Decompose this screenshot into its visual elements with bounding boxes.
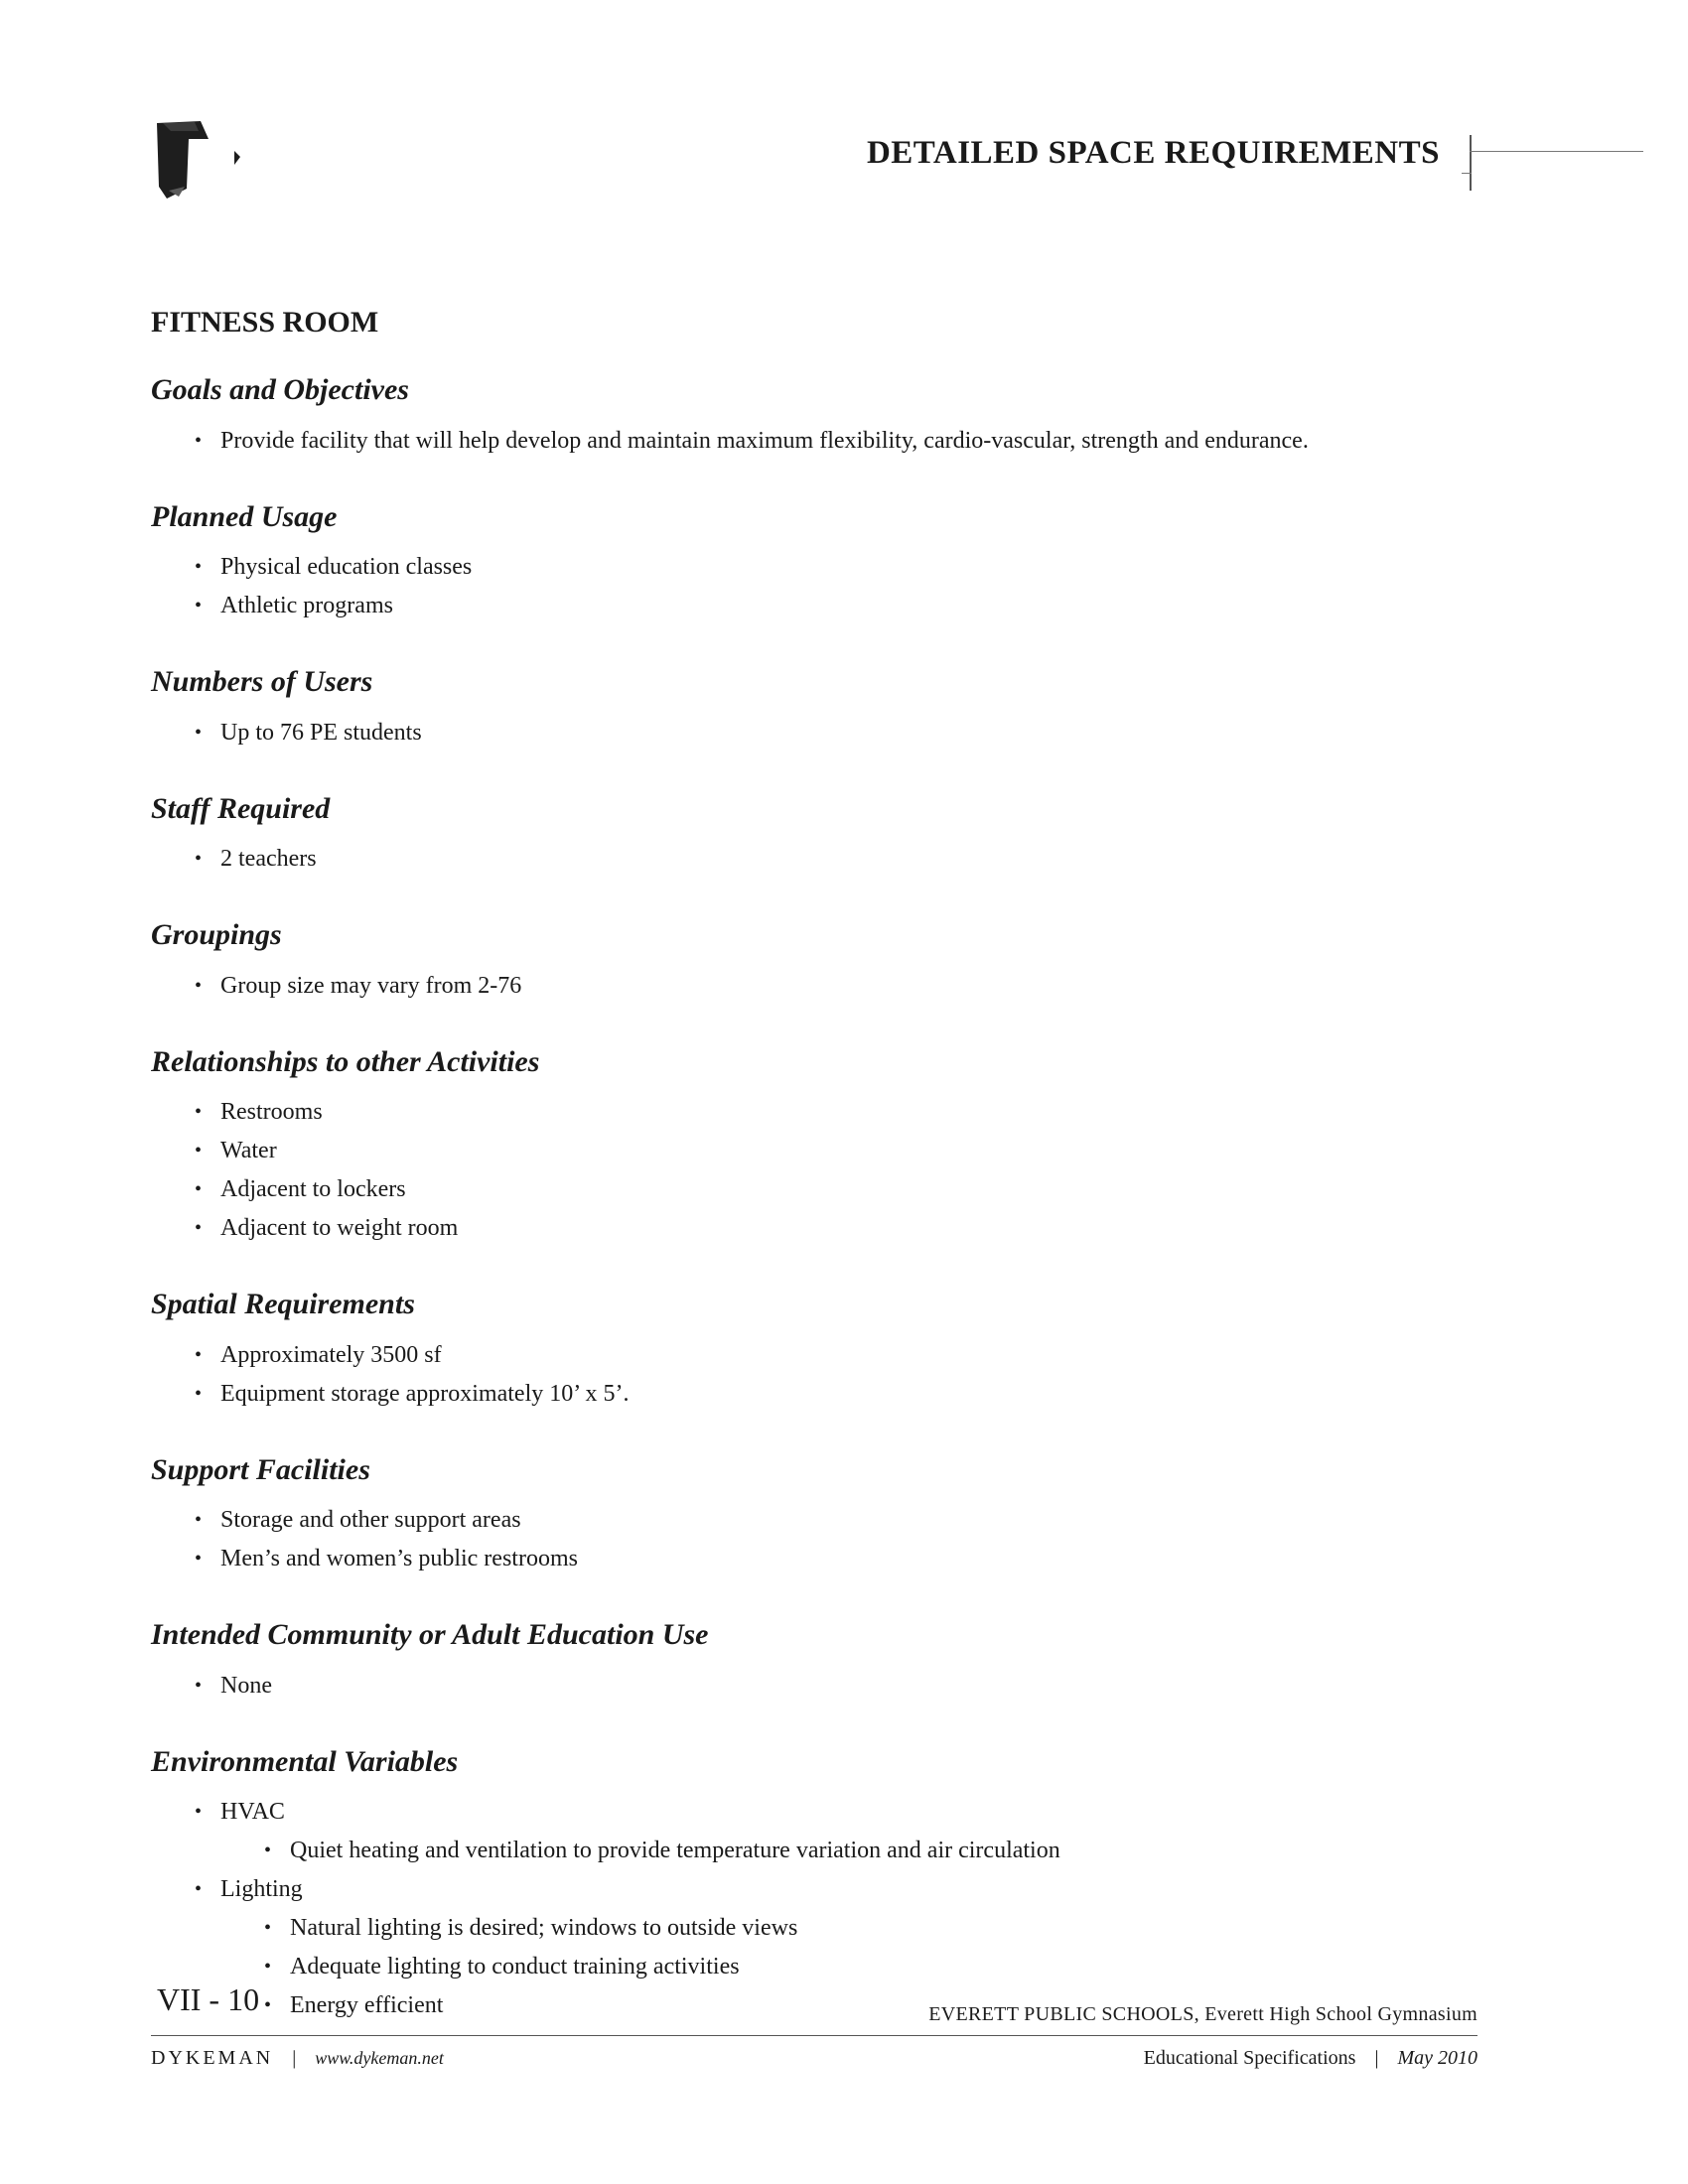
bullet-list <box>151 1501 1481 1578</box>
section-heading: Groupings <box>151 918 282 951</box>
list-item: • Group size may vary from 2-76 <box>195 967 1481 1006</box>
bullet-list <box>151 1793 1481 2025</box>
bullet-list <box>151 840 1481 879</box>
bullet-list <box>151 1667 1481 1706</box>
section-community-use <box>151 1618 1481 1706</box>
section-planned-usage <box>151 500 1481 626</box>
list-item: • 2 teachers <box>195 840 1481 879</box>
section-spatial-requirements <box>151 1288 1481 1414</box>
section-heading: Staff Required <box>151 791 331 825</box>
bullet-list <box>151 422 1481 461</box>
bullet-list <box>151 1093 1481 1248</box>
section-staff-required <box>151 792 1481 880</box>
list-item: • Adjacent to weight room <box>195 1209 1481 1248</box>
footer-brand: DYKEMAN <box>151 2047 274 2069</box>
header-horizontal-rule <box>1470 151 1643 152</box>
header-rule-tick <box>1462 173 1472 174</box>
footer-divider <box>151 2035 1477 2036</box>
footer-school-name: EVERETT PUBLIC SCHOOLS, Everett High School Gymnasium <box>928 2003 1477 2025</box>
list-item: • Water <box>195 1132 1481 1170</box>
section-heading: Environmental Variables <box>151 1744 459 1778</box>
page-header-title: DETAILED SPACE REQUIREMENTS <box>866 135 1440 171</box>
section-heading: Relationships to other Activities <box>151 1044 540 1078</box>
list-item: • Approximately 3500 sf <box>195 1336 1481 1375</box>
list-item-label: HVAC <box>220 1799 285 1825</box>
header-vertical-rule <box>1470 135 1472 191</box>
list-item: • Equipment storage approximately 10’ x 5’. <box>195 1375 1481 1414</box>
list-item: • Natural lighting is desired; windows to outside views <box>264 1909 1481 1948</box>
footer-date: May 2010 <box>1397 2047 1477 2069</box>
section-heading: Support Facilities <box>151 1452 370 1486</box>
footer-separator: | <box>292 2047 297 2069</box>
footer-left <box>151 2047 444 2070</box>
section-groupings <box>151 918 1481 1006</box>
footer-separator: | <box>1374 2047 1379 2069</box>
section-heading: Intended Community or Adult Education Use <box>151 1618 709 1651</box>
footer-spec-label: Educational Specifications <box>1143 2047 1356 2069</box>
section-heading: Planned Usage <box>151 499 338 533</box>
section-goals <box>151 373 1481 461</box>
list-item-hvac <box>195 1793 1481 1870</box>
list-item: • Restrooms <box>195 1093 1481 1132</box>
list-item: • Up to 76 PE students <box>195 714 1481 752</box>
list-item: • Physical education classes <box>195 548 1481 587</box>
section-numbers-of-users <box>151 665 1481 752</box>
bullet-list <box>151 714 1481 752</box>
section-support-facilities <box>151 1453 1481 1579</box>
document-body <box>151 306 1481 2065</box>
section-relationships <box>151 1045 1481 1249</box>
room-title: FITNESS ROOM <box>151 306 379 339</box>
page-number: VII - 10 <box>157 1981 260 2017</box>
dykeman-logo <box>149 117 258 206</box>
section-heading: Goals and Objectives <box>151 373 409 406</box>
list-item: • Quiet heating and ventilation to provide temperature variation and air circulation <box>264 1832 1481 1870</box>
footer-url-link[interactable]: www.dykeman.net <box>315 2048 444 2068</box>
list-item: • None <box>195 1667 1481 1706</box>
sub-bullet-list <box>220 1832 1481 1870</box>
list-item: • Adequate lighting to conduct training activities <box>264 1948 1481 1986</box>
bullet-list <box>151 1336 1481 1414</box>
section-heading: Numbers of Users <box>151 665 373 698</box>
bullet-list <box>151 548 1481 625</box>
list-item: • Men’s and women’s public restrooms <box>195 1540 1481 1578</box>
list-item: • Provide facility that will help develop and maintain maximum flexibility, cardio-vascular, strength and endurance. <box>195 422 1481 461</box>
footer-right <box>1144 2047 1477 2070</box>
bullet-list <box>151 967 1481 1006</box>
section-heading: Spatial Requirements <box>151 1288 415 1320</box>
section-environmental-variables <box>151 1745 1481 2026</box>
list-item: • Adjacent to lockers <box>195 1170 1481 1209</box>
list-item: • Energy efficient <box>264 1986 1481 2025</box>
list-item-label: Lighting <box>220 1876 303 1902</box>
list-item: • Athletic programs <box>195 587 1481 625</box>
list-item: • Storage and other support areas <box>195 1501 1481 1540</box>
list-item-lighting <box>195 1870 1481 2025</box>
